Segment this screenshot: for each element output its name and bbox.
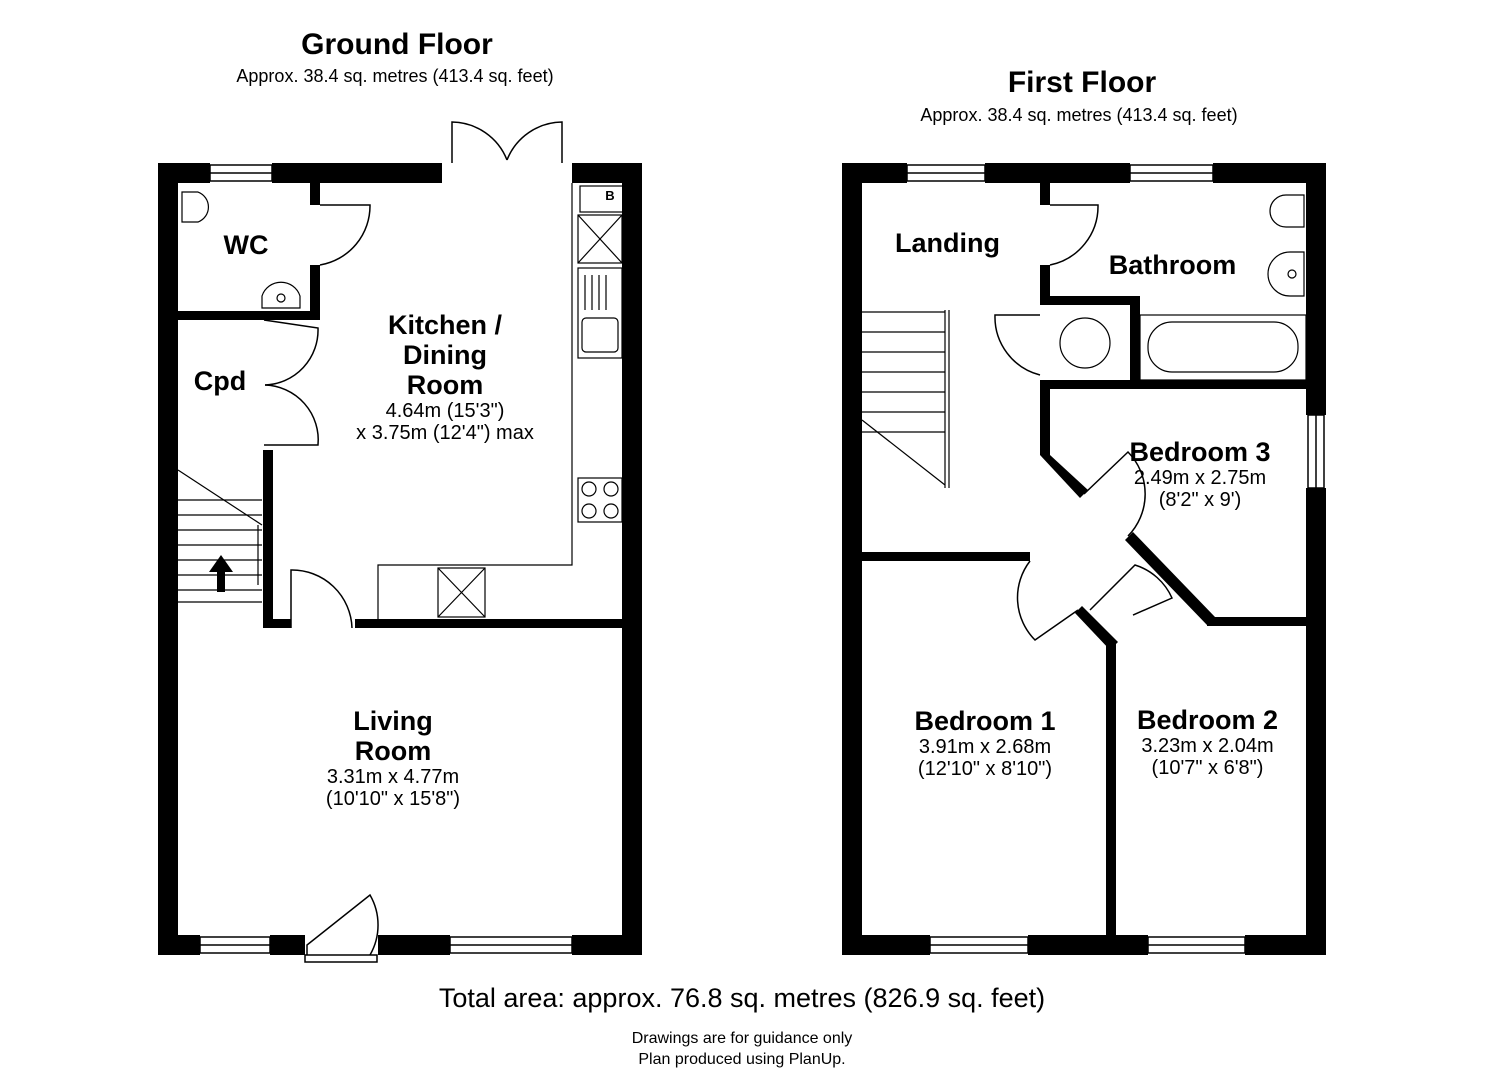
kitchen-dim-1: 4.64m (15'3") — [385, 400, 505, 422]
ground-outer-walls — [158, 163, 642, 955]
ground-floor-area: Approx. 38.4 sq. metres (413.4 sq. feet) — [236, 66, 554, 86]
ground-doors — [264, 122, 562, 962]
bathroom-room-name: Bathroom — [1108, 250, 1237, 280]
guidance-note: Drawings are for guidance only — [631, 1030, 853, 1047]
living-room-name-2: Room — [354, 736, 432, 766]
total-area: Total area: approx. 76.8 sq. metres (826.9 sq. feet) — [438, 983, 1046, 1013]
bedroom2-name: Bedroom 2 — [1136, 705, 1279, 735]
bathroom-fittings — [1060, 195, 1306, 380]
first-staircase — [862, 310, 949, 488]
bedroom3-dim-1: 2.49m x 2.75m — [1133, 467, 1267, 489]
living-dim-1: 3.31m x 4.77m — [326, 766, 460, 788]
bedroom1-dim-2: (12'10" x 8'10") — [917, 758, 1053, 780]
bedroom3-name: Bedroom 3 — [1129, 437, 1271, 467]
bedroom1-label — [880, 706, 1090, 780]
boiler-label: B — [605, 188, 615, 203]
living-room-name-1: Living — [353, 706, 433, 736]
kitchen-room-name-1: Kitchen / — [387, 310, 502, 340]
wc-room-name: WC — [223, 230, 269, 260]
kitchen-dining-label — [320, 310, 570, 444]
first-floor-plan — [842, 163, 1326, 955]
planup-note: Plan produced using PlanUp. — [638, 1051, 846, 1068]
kitchen-dim-2: x 3.75m (12'4") max — [356, 422, 534, 444]
kitchen-room-name-2: Dining — [403, 340, 487, 370]
living-dim-2: (10'10" x 15'8") — [325, 788, 461, 810]
bedroom1-name: Bedroom 1 — [914, 706, 1056, 736]
first-floor-title: First Floor — [1007, 66, 1157, 99]
bedroom2-label — [1110, 705, 1305, 779]
bedroom3-label — [1100, 437, 1300, 511]
living-room-label — [268, 706, 518, 810]
bedroom2-dim-1: 3.23m x 2.04m — [1141, 735, 1274, 757]
ground-windows — [200, 165, 572, 953]
bedroom1-dim-1: 3.91m x 2.68m — [918, 736, 1052, 758]
ground-floor-title: Ground Floor — [301, 28, 493, 61]
first-inner-walls — [862, 183, 1306, 935]
bedroom2-dim-2: (10'7" x 6'8") — [1151, 757, 1264, 779]
cpd-room-name: Cpd — [193, 366, 247, 396]
first-floor-area: Approx. 38.4 sq. metres (413.4 sq. feet) — [920, 105, 1238, 125]
landing-room-name: Landing — [895, 228, 1000, 258]
kitchen-room-name-3: Room — [406, 370, 484, 400]
bedroom3-dim-2: (8'2" x 9') — [1158, 489, 1242, 511]
